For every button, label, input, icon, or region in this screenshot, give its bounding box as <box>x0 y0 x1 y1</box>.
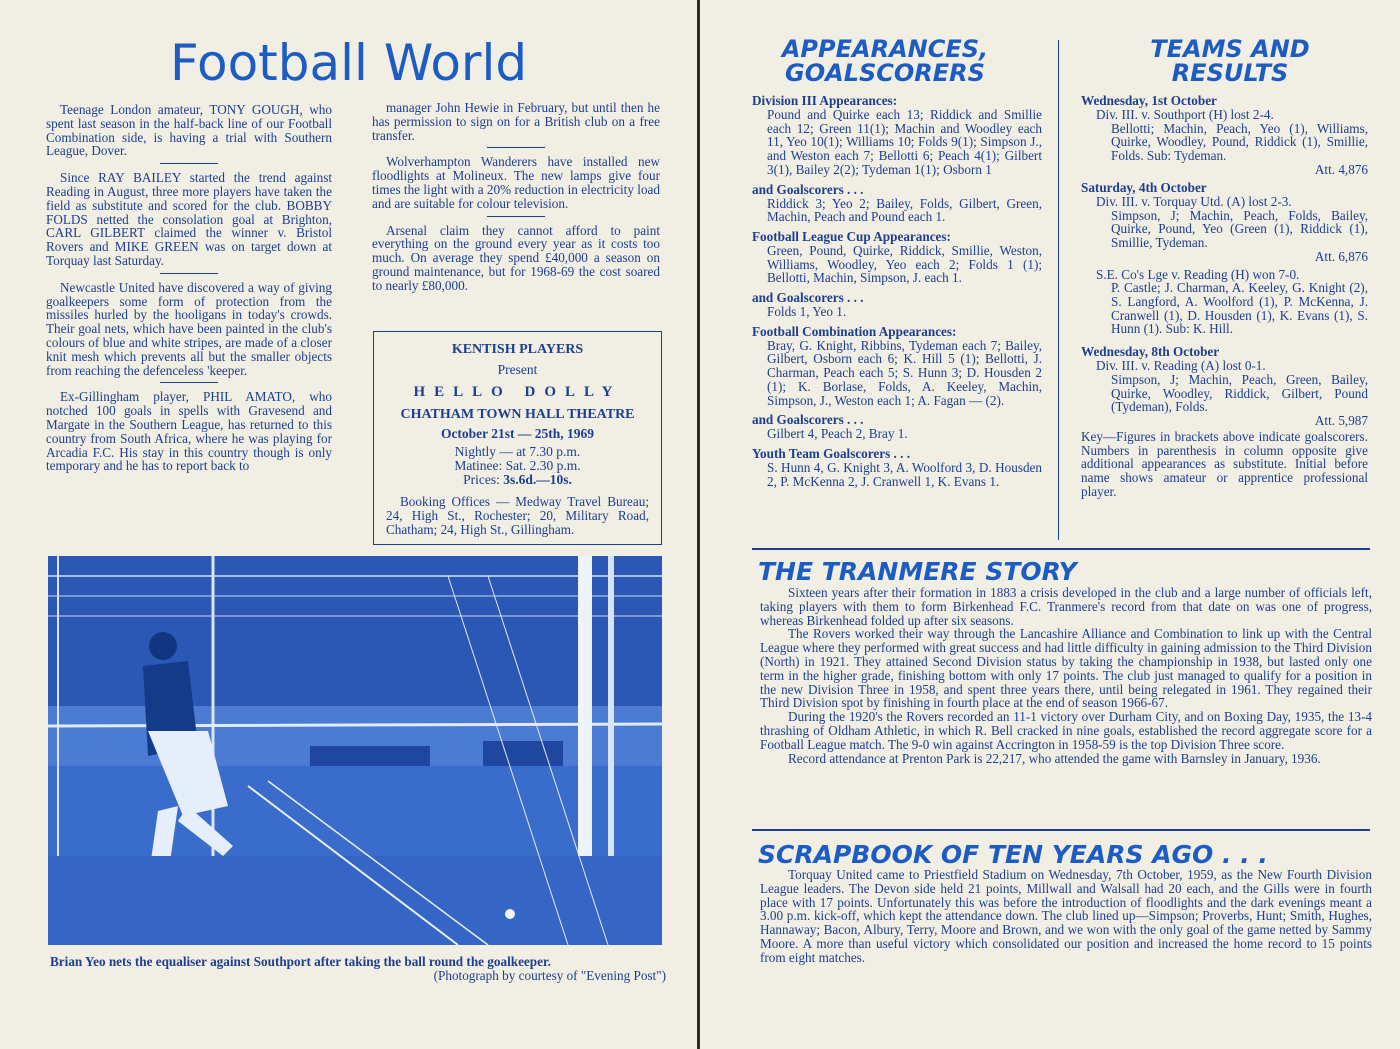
advert-booking: Booking Offices — Medway Travel Bureau; 24, High St., Rochester; 20, Military Road, Chatham; 24, High St., Gillingham. <box>386 494 649 537</box>
result-date: Wednesday, 8th October <box>1081 344 1220 360</box>
advert-venue: CHATHAM TOWN HALL THEATRE <box>400 407 635 422</box>
scrapbook-heading: SCRAPBOOK OF TEN YEARS AGO . . . <box>758 840 1268 869</box>
results-heading-line-2: RESULTS <box>1171 59 1289 87</box>
appearances-heading-line-1: APPEARANCES, <box>781 35 989 63</box>
story-paragraph: Record attendance at Prenton Park is 22,217, who attended the game with Barnsley in January, 1936. <box>788 750 1321 766</box>
section-body: Gilbert 4, Peach 2, Bray 1. <box>767 426 908 442</box>
news-item: Wolverhampton Wanderers have installed new floodlights at Molineux. The new lamps give four times the light with a 20% reduction in electricity load and are suitable for colour television. <box>372 154 660 211</box>
photo-illustration <box>48 556 662 945</box>
appearances-heading-line-2: GOALSCORERS <box>785 59 985 87</box>
result-match: Div. III. v. Torquay Utd. (A) lost 2-3. <box>1096 193 1292 209</box>
results-column <box>1081 94 1368 498</box>
advert-prices <box>374 473 661 487</box>
scrapbook-story <box>760 868 1372 965</box>
divider <box>160 163 218 164</box>
appearances-heading <box>760 37 1010 85</box>
advert-matinee: Matinee: Sat. 2.30 p.m. <box>454 458 581 473</box>
section-title: Youth Team Goalscorers . . . <box>752 445 911 461</box>
news-item: Newcastle United have discovered a way of giving goalkeepers some form of protection from the missiles hurled by the hooligans in today's crowds. Their goal nets, which have been painted in the club's colours of blue and white stripes, are made of a closer knit mesh which prevents all but the smaller objects from reaching the defenceless 'keeper. <box>46 279 332 378</box>
result-match: S.E. Co's Lge v. Reading (H) won 7-0. <box>1096 266 1300 282</box>
caption-credit: (Photograph by courtesy of "Evening Post") <box>433 968 666 983</box>
news-column-1 <box>46 103 332 473</box>
section-body: S. Hunn 4, G. Knight 3, A. Woolford 3, D. Housden 2, P. McKenna 2, J. Cranwell 1, K. Evans 1. <box>767 459 1042 489</box>
scrapbook-paragraph: Torquay United came to Priestfield Stadium on Wednesday, 7th October, 1959, as the New Fourth Division League leaders. The Devon side held 21 points, Millwall and Walsall had 20 each, and the Gills were in fourth place with 17 points. Unfortunately this was before the introduction of floodlights and the dark evenings meant a 3.00 p.m. kick-off, which kept the attendance down. The club lined up—Simpson; Proverbs, Hunt; Smith, Hughes, Hannaway; Bacon, Albury, Terry, Moore and Brown, and we won with the only goal of the game netted by Sammy Moore. A more than useful victory which consolidated our position and increased the home record to 15 points from eight matches. <box>760 867 1372 965</box>
results-heading <box>1120 37 1340 85</box>
result-attendance: Att. 4,876 <box>1314 161 1368 177</box>
page-title: Football World <box>170 34 528 92</box>
result-date: Saturday, 4th October <box>1081 179 1207 195</box>
result-date: Wednesday, 1st October <box>1081 93 1217 108</box>
section-body: Bray, G. Knight, Ribbins, Tydeman each 7; Bailey, Gilbert, Osborn each 6; K. Hill 5 (1); Bellotti, J. Charman, Peach each 5; S. Hunn 3; D. Housden 2 (1); K. Borlase, Folds, A. Keeley, Machin, Simpson, J., Weston each 1; A. Fagan — (2). <box>767 337 1042 408</box>
advert-prices-value: 3s.6d.—10s. <box>503 472 572 487</box>
section-divider <box>752 548 1370 550</box>
section-title: Division III Appearances: <box>752 93 898 108</box>
result-match: Div. III. v. Southport (H) lost 2-4. <box>1096 107 1274 122</box>
section-title: Football Combination Appearances: <box>752 323 957 339</box>
appearances-column <box>752 94 1042 494</box>
advert-show-title: HELLO DOLLY <box>413 384 622 400</box>
column-divider <box>1058 40 1059 540</box>
advert-company: KENTISH PLAYERS <box>451 342 584 357</box>
theatre-advert <box>373 331 662 545</box>
result-team: Bellotti; Machin, Peach, Yeo (1), Williams, Quirke, Woodley, Pound, Riddick (1), Smillie, Folds. Sub: Tydeman. <box>1111 120 1368 164</box>
advert-present: Present <box>497 362 538 377</box>
section-title: Football League Cup Appearances: <box>752 228 951 244</box>
match-photo <box>48 556 662 945</box>
result-match: Div. III. v. Reading (A) lost 0-1. <box>1096 358 1266 374</box>
result-team: Simpson, J; Machin, Peach, Folds, Bailey, Quirke, Pound, Yeo (Green (1), Riddick (1), Smillie, Tydeman. <box>1111 207 1368 250</box>
news-item: Arsenal claim they cannot afford to paint everything on the ground every year as it costs too much. On average they spend £40,000 a season on ground maintenance, but for 1968-69 the cost soared to nearly £80,000. <box>372 222 660 293</box>
advert-dates: October 21st — 25th, 1969 <box>440 426 595 441</box>
section-body: Folds 1, Yeo 1. <box>767 304 847 320</box>
advert-prices-label: Prices: <box>463 472 504 487</box>
news-item: Ex-Gillingham player, PHIL AMATO, who notched 100 goals in spells with Gravesend and Margate in the Southern League, has returned to this country from South Africa, where he was playing for Arcadia F.C. His stay in this country though is only temporary and he has to report back to <box>46 389 332 474</box>
section-title: and Goalscorers . . . <box>752 290 864 306</box>
section-body: Green, Pound, Quirke, Riddick, Smillie, Weston, Williams, Woodley, Yeo each 2; Folds 1 (1); Bellotti, Machin, Simpson, J. each 1. <box>767 242 1042 286</box>
story-paragraph: During the 1920's the Rovers recorded an 11-1 victory over Durham City, and on Boxing Day, 1935, the 13-4 thrashing of Oldham Athletic, in which R. Bell cracked in nine goals, established the record aggregate score for a Football League match. The 9-0 win against Accrington in 1958-59 is the top Division Three score. <box>760 709 1372 752</box>
story-paragraph: Sixteen years after their formation in 1883 a crisis developed in the club and a large number of officials left, taking players with them to form Birkenhead F.C. Tranmere's record from that date on was one of progress, whereas Birkenhead folded up after six seasons. <box>760 585 1372 628</box>
section-title: and Goalscorers . . . <box>752 181 864 197</box>
photo-caption <box>50 955 666 983</box>
results-heading-line-1: TEAMS AND <box>1150 35 1310 63</box>
tranmere-heading: THE TRANMERE STORY <box>758 557 1077 586</box>
section-title: and Goalscorers . . . <box>752 412 864 428</box>
result-attendance: Att. 5,987 <box>1314 412 1368 428</box>
section-body: Pound and Quirke each 13; Riddick and Smillie each 12; Green 11(1); Machin and Woodley each 11, Yeo 10(1); Williams 10; Folds 9(1); Simpson J., and Weston each 7; Bellotti 6; Peach 4(1); Gilbert 3(1), Bailey 2(2); Tydeman 1(1); Osborn 1 <box>767 107 1042 177</box>
news-item: Since RAY BAILEY started the trend against Reading in August, three more players have taken the field as substitute and scored for the club. BOBBY FOLDS netted the consolation goal at Brighton, CARL GILBERT claimed the winner v. Bristol Rovers and MIKE GREEN was on target down at Torquay last Saturday. <box>46 170 332 268</box>
divider <box>160 382 218 383</box>
right-page <box>700 0 1400 1049</box>
divider <box>160 273 218 274</box>
left-page <box>0 0 697 1049</box>
tranmere-story <box>760 586 1372 765</box>
section-divider <box>752 829 1370 831</box>
advert-nightly: Nightly — at 7.30 p.m. <box>454 444 581 459</box>
result-team: P. Castle; J. Charman, A. Keeley, G. Knight (2), S. Langford, A. Woolford (1), P. McKenna, J. Cranwell (1), D. Housden (1), K. Evans (1), S. Hunn (1). Sub: K. Hill. <box>1111 280 1368 337</box>
section-body: Riddick 3; Yeo 2; Bailey, Folds, Gilbert, Green, Machin, Peach and Pound each 1. <box>767 195 1042 225</box>
result-attendance: Att. 6,876 <box>1314 248 1368 264</box>
divider <box>487 216 545 217</box>
news-item: Teenage London amateur, TONY GOUGH, who spent last season in the half-back line of our Football Combination side, is having a trial with Southern League, Dover. <box>46 102 332 159</box>
caption-text: Brian Yeo nets the equaliser against Southport after taking the ball round the goalkeeper. <box>50 954 551 969</box>
result-team: Simpson, J; Machin, Peach, Green, Bailey, Quirke, Woodley, Riddick, Gilbert, Pound (Tydeman), Folds. <box>1111 371 1368 415</box>
news-item: manager John Hewie in February, but until then he has permission to sign on for a British club on a free transfer. <box>372 100 660 143</box>
news-column-2 <box>372 101 660 293</box>
results-key: Key—Figures in brackets above indicate goalscorers. Numbers in parenthesis in column opposite give additional appearances as substitute. Initial before name shows amateur or apprentice professional player. <box>1081 428 1368 499</box>
divider <box>487 147 545 148</box>
story-paragraph: The Rovers worked their way through the Lancashire Alliance and Combination to link up with the Central League where they performed with great success and had little difficulty in gaining admission to the Third Division (North) in 1921. They attained Second Division status by taking the championship in 1938, but lasted only one term in the higher grade, finishing bottom with only 17 points. The club just managed to qualify for a position in the new Division Three in 1958, and spent three years there, until being relegated in 1961. They regained their Third Division spot by finishing in fourth place at the end of season 1966-67. <box>760 626 1372 711</box>
